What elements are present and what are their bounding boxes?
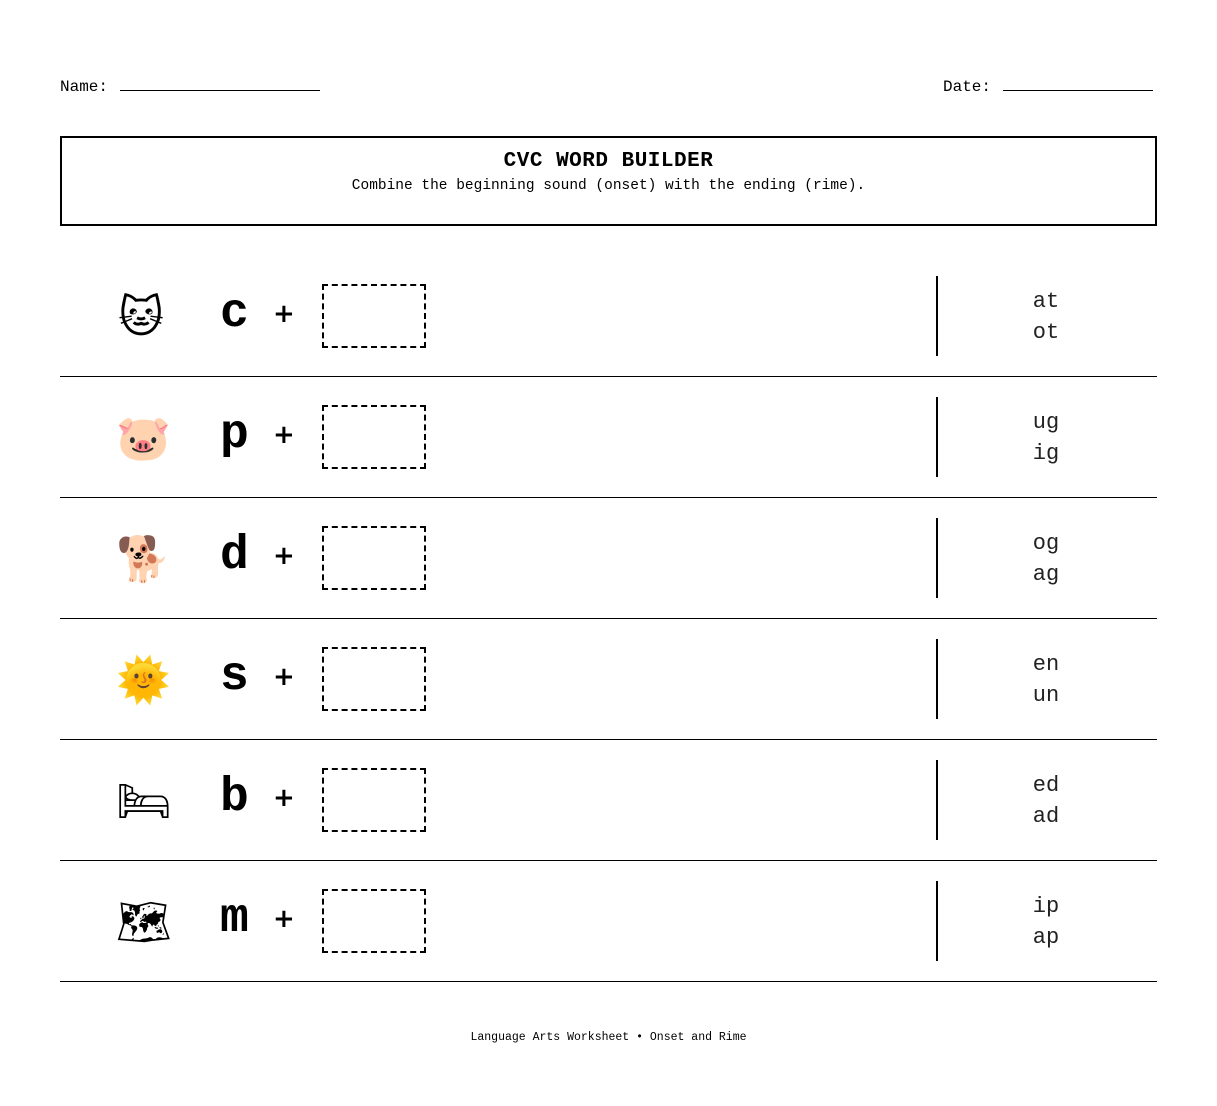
title-box [60,136,1157,226]
word-row [60,740,1157,861]
divider-line [936,760,938,840]
sun-icon: 🌞 [116,655,171,706]
rime-choice: ot [1032,320,1060,345]
word-builder-rows [60,256,1157,982]
rime-choice: en [1032,652,1060,677]
onset-letter: b [220,771,249,825]
rime-choices [996,286,1096,348]
onset-letter: c [220,287,249,341]
plus-sign: + [273,783,295,813]
onset-letter: p [220,408,249,462]
cat-face-icon: 🐱 [118,292,164,343]
worksheet-instructions: Combine the beginning sound (onset) with the ending (rime). [351,178,866,194]
rime-choice: at [1032,289,1060,314]
footer-text: Language Arts Worksheet • Onset and Rime [470,1031,747,1044]
word-row [60,861,1157,982]
rime-choice: ad [1032,804,1060,829]
word-row [60,256,1157,377]
rime-answer-box[interactable] [322,526,426,590]
divider-line [936,518,938,598]
date-blank-line[interactable] [1003,76,1153,91]
rime-choices [996,770,1096,832]
rime-choice: ip [1032,894,1060,919]
date-field [943,76,1153,96]
date-label: Date: [943,78,992,96]
bed-icon: 🛏 [116,776,172,827]
rime-answer-box[interactable] [322,284,426,348]
rime-choice: og [1032,531,1060,556]
rime-choices [996,407,1096,469]
rime-choice: un [1032,683,1060,708]
rime-answer-box[interactable] [322,405,426,469]
divider-line [936,397,938,477]
rime-answer-box[interactable] [322,768,426,832]
word-row [60,377,1157,498]
name-blank-line[interactable] [120,76,320,91]
worksheet-title: CVC WORD BUILDER [503,150,714,173]
rime-answer-box[interactable] [322,889,426,953]
divider-line [936,639,938,719]
onset-letter: d [220,529,249,583]
onset-letter: s [220,650,249,704]
rime-choice: ig [1032,441,1060,466]
plus-sign: + [273,541,295,571]
divider-line [936,881,938,961]
rime-choices [996,528,1096,590]
rime-answer-box[interactable] [322,647,426,711]
dog-icon: 🐕 [116,534,171,585]
plus-sign: + [273,420,295,450]
name-label: Name: [60,78,109,96]
rime-choices [996,891,1096,953]
word-row [60,498,1157,619]
rime-choice: ed [1032,773,1060,798]
onset-letter: m [220,892,249,946]
pig-face-icon: 🐷 [116,413,171,464]
rime-choice: ug [1032,410,1060,435]
plus-sign: + [273,662,295,692]
map-icon: 🗺 [116,897,172,948]
word-row [60,619,1157,740]
plus-sign: + [273,904,295,934]
rime-choice: ap [1032,925,1060,950]
rime-choice: ag [1032,562,1060,587]
rime-choices [996,649,1096,711]
name-field [60,76,320,96]
divider-line [936,276,938,356]
plus-sign: + [273,299,295,329]
